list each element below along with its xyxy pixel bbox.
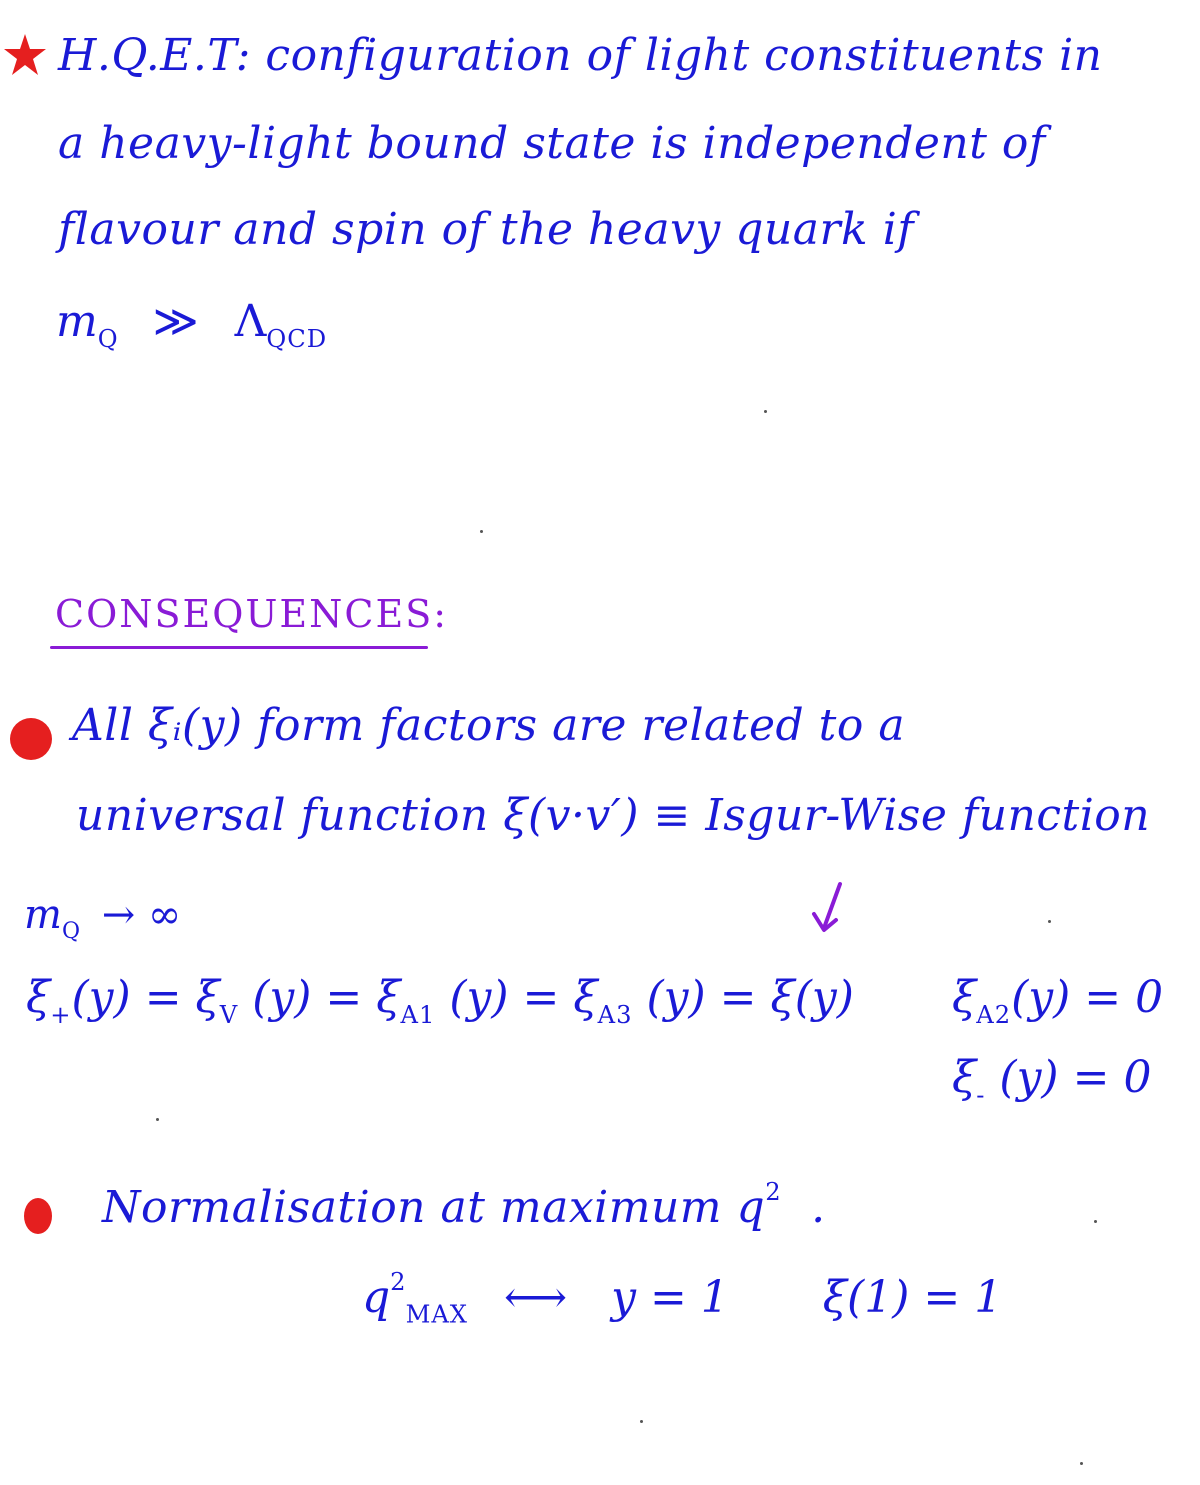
xi-a3-arg: (y) =	[632, 972, 771, 1023]
lambda-symbol: Λ	[234, 296, 267, 347]
down-arrow-icon	[810, 880, 850, 940]
xi-minus: ξ	[952, 1052, 977, 1103]
xi-v: ξ	[195, 972, 220, 1023]
q-max-sub: MAX	[405, 1300, 469, 1329]
intro-line-2: a heavy-light bound state is independent of	[58, 118, 1046, 169]
lambda-subscript: QCD	[266, 324, 328, 353]
intro-line-1: H.Q.E.T: configuration of light constituents in	[58, 30, 1103, 81]
normalisation-text: Normalisation at maximum q	[102, 1181, 766, 1233]
xi-a1: ξ	[376, 972, 401, 1023]
bullet2-line	[102, 1178, 826, 1233]
star-icon	[2, 32, 48, 78]
xi-minus-sub: -	[976, 1080, 986, 1109]
infinite-mass-limit	[24, 892, 181, 944]
ink-speck	[1048, 920, 1051, 923]
mass-subscript: Q	[97, 324, 119, 353]
xi-plus-sub: +	[50, 1000, 72, 1029]
limit-mass-symbol: m	[24, 892, 62, 938]
form-factor-equality	[26, 972, 854, 1029]
xi-a2-sub: A2	[976, 1000, 1012, 1029]
bullet-dot-2	[24, 1198, 52, 1234]
ink-speck	[1080, 1462, 1083, 1465]
normalisation-sup: 2	[765, 1178, 782, 1206]
ink-speck	[156, 1118, 159, 1121]
ink-speck	[480, 530, 483, 533]
ink-speck	[764, 410, 767, 413]
heading-underline	[50, 646, 428, 649]
xi-plus-arg: (y) =	[71, 972, 196, 1023]
mass-symbol: m	[56, 296, 98, 347]
xi-one-equals-one: ξ(1) = 1	[822, 1271, 1003, 1323]
bullet1-line-2: universal function ξ(v·v′) ≡ Isgur-Wise function	[76, 790, 1151, 841]
normalisation-equation	[362, 1268, 1002, 1329]
isgur-wise-xi: ξ(y)	[770, 972, 854, 1023]
ink-speck	[640, 1420, 643, 1423]
q-max-sup: 2	[390, 1268, 406, 1296]
xi-a2-rest: (y) = 0	[1011, 972, 1164, 1023]
much-greater-symbol: ≫	[152, 296, 199, 347]
intro-line-3: flavour and spin of the heavy quark if	[58, 204, 915, 255]
xi-a2-zero	[952, 972, 1163, 1029]
xi-a3: ξ	[573, 972, 598, 1023]
double-arrow-icon: ⟷	[504, 1271, 568, 1323]
q-max: q	[362, 1271, 391, 1323]
consequences-heading: CONSEQUENCES:	[55, 592, 449, 636]
xi-v-sub: V	[219, 1000, 239, 1029]
y-equals-one: y = 1	[611, 1271, 729, 1323]
bullet1-line-1: All ξᵢ(y) form factors are related to a	[72, 700, 906, 751]
xi-a1-arg: (y) =	[435, 972, 574, 1023]
xi-minus-rest: (y) = 0	[985, 1052, 1152, 1103]
xi-a2: ξ	[952, 972, 977, 1023]
xi-minus-zero	[952, 1052, 1151, 1109]
ink-speck	[1094, 1220, 1097, 1223]
xi-a1-sub: A1	[400, 1000, 436, 1029]
bullet-dot-1	[10, 718, 52, 760]
heavy-mass-condition	[56, 296, 327, 353]
xi-v-arg: (y) =	[238, 972, 377, 1023]
limit-mass-subscript: Q	[61, 918, 81, 944]
xi-a3-sub: A3	[597, 1000, 633, 1029]
limit-to-infinity: → ∞	[101, 892, 182, 938]
xi-plus: ξ	[26, 972, 51, 1023]
normalisation-period: .	[811, 1181, 826, 1233]
